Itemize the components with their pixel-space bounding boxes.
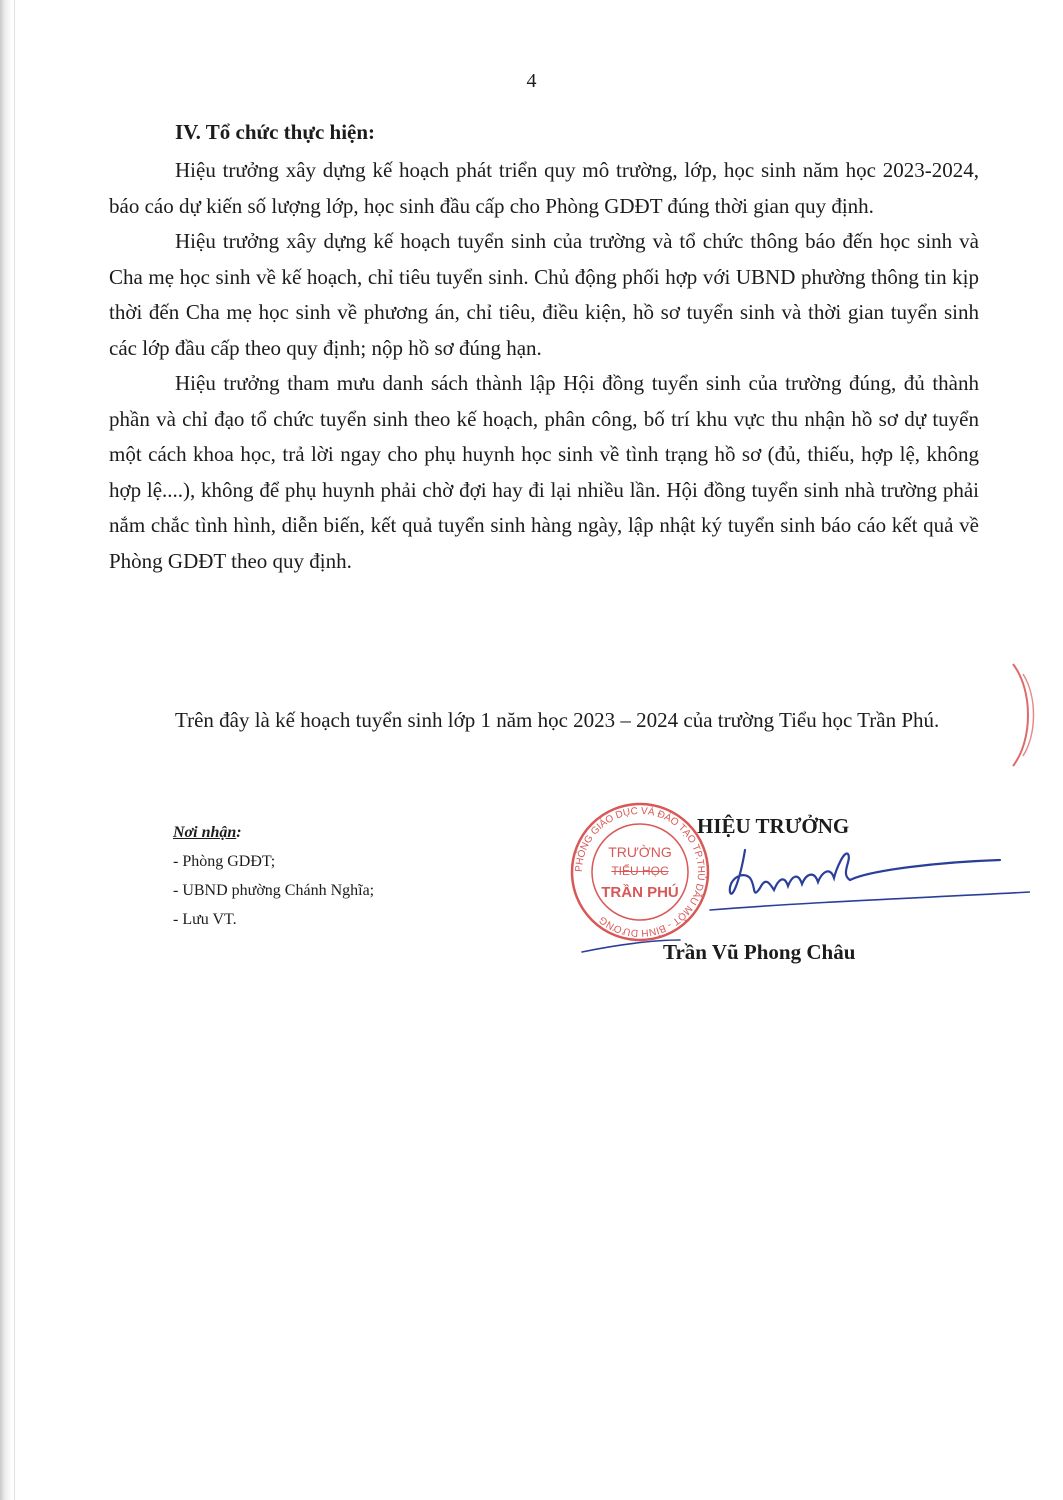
recipient-item: - Phòng GDĐT; (173, 853, 276, 870)
body-text (109, 153, 979, 579)
paragraph: Hiệu trưởng xây dựng kế hoạch phát triển quy mô trường, lớp, học sinh năm học 2023-2024, báo cáo dự kiến số lượng lớp, học sinh đầu cấp cho Phòng GDĐT đúng thời gian quy định. (109, 158, 979, 218)
closing-paragraph: Trên đây là kế hoạch tuyển sinh lớp 1 năm học 2023 – 2024 của trường Tiểu học Trần Phú. (175, 708, 940, 732)
page-number: 4 (526, 70, 537, 92)
stamp-line-2: TIỂU HỌC (611, 864, 669, 878)
paragraph: Hiệu trưởng xây dựng kế hoạch tuyển sinh của trường và tổ chức thông báo đến học sinh và Cha mẹ học sinh về kế hoạch, chỉ tiêu tuyển sinh. Chủ động phối hợp với UBND phường thông tin kịp thời đến Cha mẹ học sinh về phương án, chỉ tiêu, điều kiện, hồ sơ tuyển sinh và thời gian tuyển sinh các lớp đầu cấp theo quy định; nộp hồ sơ đúng hạn. (109, 229, 979, 360)
recipients-title-label: Nơi nhận (173, 824, 237, 841)
recipient-item: - UBND phường Chánh Nghĩa; (173, 882, 375, 899)
edge-stamp-fragment (1003, 660, 1063, 770)
scan-left-edge-line (14, 0, 15, 1500)
recipients-title-colon: : (236, 824, 242, 841)
signer-title: HIỆU TRƯỞNG (697, 814, 850, 838)
stamp-line-1: TRƯỜNG (608, 844, 672, 860)
recipients-title (173, 818, 374, 847)
stamp-line-3: TRẦN PHÚ (601, 884, 679, 901)
section-heading: IV. Tổ chức thực hiện: (175, 120, 376, 144)
stamp-ring-text: PHÒNG GIÁO DỤC VÀ ĐÀO TẠO TP.THỦ DẦU MỘT - BÌNH DƯƠNG (573, 805, 707, 939)
paragraph: Hiệu trưởng tham mưu danh sách thành lập Hội đồng tuyển sinh của trường đúng, đủ thành phần và chỉ đạo tổ chức tuyển sinh theo kế hoạch, phân công, bố trí khu vực thu nhận hồ sơ dự tuyển một cách khoa học, trả lời ngay cho phụ huynh học sinh về tình trạng hồ sơ (đủ, thiếu, hợp lệ, không hợp lệ....), không để phụ huynh phải chờ đợi hay đi lại nhiều lần. Hội đồng tuyển sinh nhà trường phải nắm chắc tình hình, diễn biến, kết quả tuyển sinh hàng ngày, lập nhật ký tuyển sinh báo cáo kết quả về Phòng GDĐT theo quy định. (109, 371, 979, 573)
scan-left-edge-shadow (0, 0, 12, 1500)
recipient-item: - Lưu VT. (173, 911, 237, 928)
signer-name: Trần Vũ Phong Châu (663, 940, 856, 964)
recipients-block (173, 818, 374, 934)
